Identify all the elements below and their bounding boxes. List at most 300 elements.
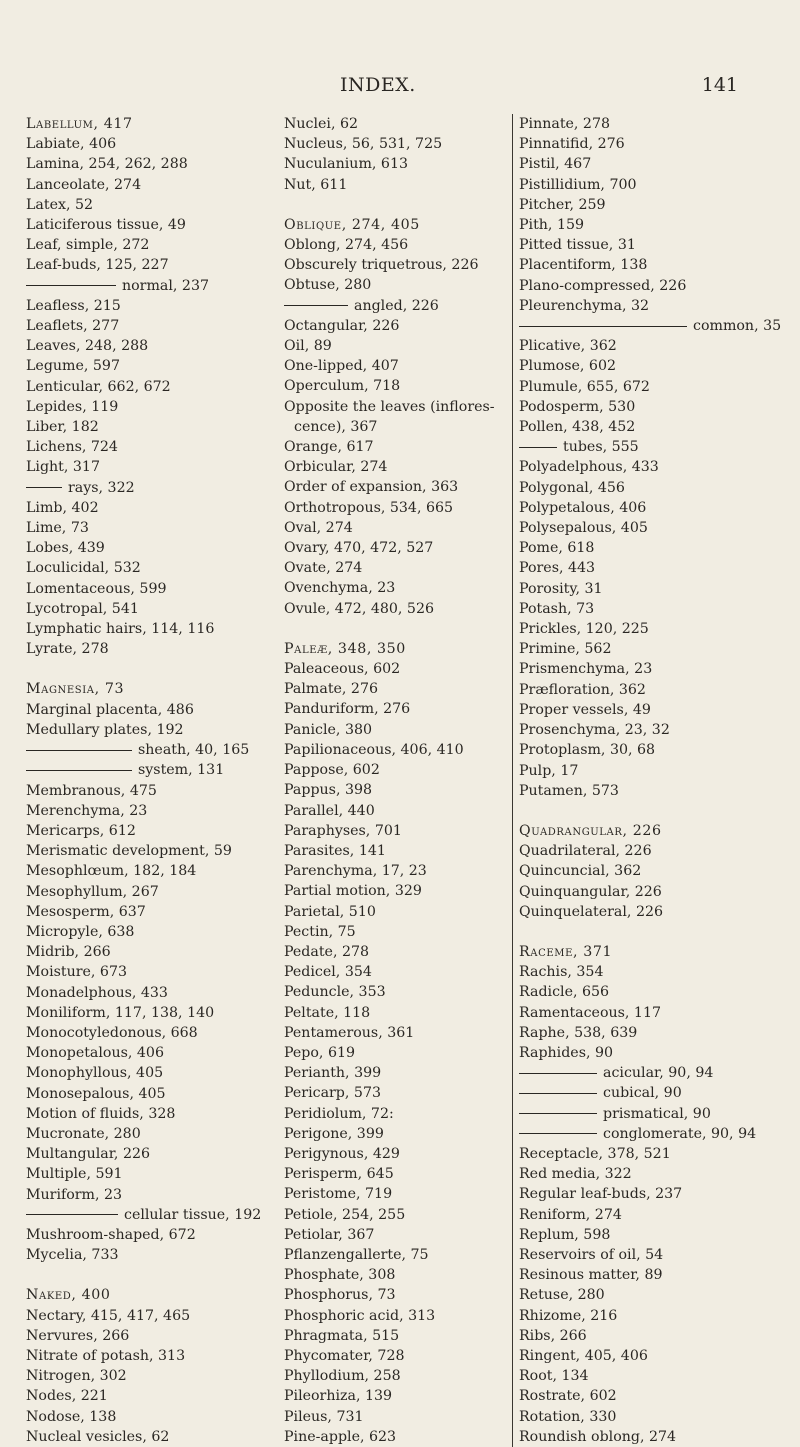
index-entry xyxy=(513,619,783,639)
index-entry xyxy=(278,942,504,962)
index-entry-text: Reservoirs of oil, 54 xyxy=(519,1246,664,1263)
index-entry xyxy=(26,1326,272,1346)
index-entry-text: Nut, 611 xyxy=(284,176,348,193)
index-entry xyxy=(26,1164,272,1184)
index-entry xyxy=(513,1386,783,1406)
index-entry xyxy=(513,902,783,922)
index-entry-text: Nuclei, 62 xyxy=(284,116,359,132)
ditto-dash xyxy=(284,305,348,306)
index-entry-text: Marginal placenta, 486 xyxy=(26,701,194,718)
index-entry xyxy=(278,154,504,174)
ditto-dash xyxy=(519,1133,597,1134)
index-entry-text: Rhizome, 216 xyxy=(519,1307,618,1324)
index-entry-text: Nucleus, 56, 531, 725 xyxy=(284,136,443,153)
index-entry xyxy=(278,1326,504,1346)
index-entry xyxy=(26,1023,272,1043)
ditto-dash xyxy=(519,447,557,448)
index-entry-text: Parallel, 440 xyxy=(284,802,375,819)
index-entry-text: Prosenchyma, 23, 32 xyxy=(519,722,670,739)
index-entry xyxy=(26,1003,272,1023)
index-entry xyxy=(278,1003,504,1023)
index-entry xyxy=(278,760,504,780)
index-entry xyxy=(278,558,504,578)
index-entry-text: Midrib, 266 xyxy=(26,944,111,961)
index-entry xyxy=(513,1184,783,1204)
index-entry-text: Lymphatic hairs, 114, 116 xyxy=(26,621,215,638)
ditto-dash xyxy=(26,285,116,286)
index-entry-text: Pistil, 467 xyxy=(519,156,592,173)
index-entry xyxy=(26,336,272,356)
index-entry-text: Monadelphous, 433 xyxy=(26,984,168,1001)
index-entry-text: Pome, 618 xyxy=(519,540,595,557)
index-entry-text: Papilionaceous, 406, 410 xyxy=(284,741,464,758)
index-entry-text: Medullary plates, 192 xyxy=(26,721,184,738)
page-number: 141 xyxy=(701,74,738,96)
index-entry xyxy=(513,134,783,154)
index-entry-text: Raphe, 538, 639 xyxy=(519,1024,638,1041)
index-entry xyxy=(513,1003,783,1023)
index-entry-text: Muriform, 23 xyxy=(26,1186,123,1203)
index-entry-text: Petiolar, 367 xyxy=(284,1226,375,1243)
index-entry xyxy=(513,316,783,336)
index-entry xyxy=(26,922,272,942)
index-entry-text: Leafless, 215 xyxy=(26,297,121,314)
index-entry xyxy=(513,1063,783,1083)
index-entry-text: Orbicular, 274 xyxy=(284,459,388,476)
index-entry-text: Phycomater, 728 xyxy=(284,1347,405,1364)
index-entry-text: cellular tissue, 192 xyxy=(124,1206,262,1223)
index-entry-text: sheath, 40, 165 xyxy=(138,742,250,759)
index-entry xyxy=(278,376,504,396)
index-entry-text: Pores, 443 xyxy=(519,560,596,577)
index-entry xyxy=(26,1043,272,1063)
index-entry-text: Mesophyllum, 267 xyxy=(26,883,159,900)
index-entry-text: Limb, 402 xyxy=(26,499,99,516)
index-entry-text: Ovate, 274 xyxy=(284,560,363,577)
index-entry-text: Mericarps, 612 xyxy=(26,822,136,839)
index-entry-text: Pistillidium, 700 xyxy=(519,176,637,193)
index-entry xyxy=(513,599,783,619)
index-entry xyxy=(26,902,272,922)
section-gap xyxy=(513,801,783,821)
index-entry-text: Mesophlœum, 182, 184 xyxy=(26,863,197,880)
index-entry xyxy=(278,417,504,437)
index-entry-text: Pileorhiza, 139 xyxy=(284,1388,393,1405)
index-entry-text: Pollen, 438, 452 xyxy=(519,419,636,436)
index-entry-text: rays, 322 xyxy=(68,479,135,496)
index-entry-text: Rostrate, 602 xyxy=(519,1388,617,1405)
index-entry xyxy=(26,478,272,498)
index-entry-text: Pflanzengallerte, 75 xyxy=(284,1246,429,1263)
index-entry-text: acicular, 90, 94 xyxy=(603,1065,714,1082)
index-entry xyxy=(26,1084,272,1104)
index-entry xyxy=(513,558,783,578)
index-entry-text: Latex, 52 xyxy=(26,196,94,213)
index-entry xyxy=(278,720,504,740)
index-entry-text: Receptacle, 378, 521 xyxy=(519,1145,671,1162)
index-entry xyxy=(26,983,272,1003)
index-entry xyxy=(513,215,783,235)
index-entry-text: Naked, 400 xyxy=(26,1287,111,1304)
index-entry-text: Nectary, 415, 417, 465 xyxy=(26,1307,191,1324)
index-entry xyxy=(513,235,783,255)
index-entry xyxy=(278,1366,504,1386)
index-entry xyxy=(278,316,504,336)
index-entry xyxy=(278,1407,504,1427)
index-entry xyxy=(26,114,272,134)
index-entry-text: Paleaceous, 602 xyxy=(284,661,401,678)
index-entry-text: Monopetalous, 406 xyxy=(26,1045,164,1062)
index-entry xyxy=(26,700,272,720)
index-entry xyxy=(513,942,783,962)
index-entry xyxy=(26,437,272,457)
index-entry xyxy=(26,942,272,962)
index-entry-text: angled, 226 xyxy=(354,297,439,314)
index-entry xyxy=(513,1346,783,1366)
index-entry xyxy=(513,154,783,174)
index-entry xyxy=(278,821,504,841)
index-entry-text: Light, 317 xyxy=(26,459,100,476)
index-entry-text: Plumule, 655, 672 xyxy=(519,378,650,395)
index-entry xyxy=(513,417,783,437)
index-entry xyxy=(513,1144,783,1164)
index-entry xyxy=(278,356,504,376)
index-entry-text: Perigone, 399 xyxy=(284,1125,384,1142)
index-entry xyxy=(278,518,504,538)
page-header xyxy=(0,74,800,100)
index-entry-text: Radicle, 656 xyxy=(519,984,610,1001)
index-entry-text: Potash, 73 xyxy=(519,600,595,617)
index-entry xyxy=(513,1366,783,1386)
index-entry-text: prismatical, 90 xyxy=(603,1105,711,1122)
index-entry-text: Pedicel, 354 xyxy=(284,964,372,981)
index-entry xyxy=(278,1346,504,1366)
index-entry xyxy=(26,518,272,538)
index-entry xyxy=(513,1205,783,1225)
index-entry-text: Obtuse, 280 xyxy=(284,277,372,294)
index-entry-text: Loculicidal, 532 xyxy=(26,560,141,577)
index-entry xyxy=(26,134,272,154)
index-entry-text: Lamina, 254, 262, 288 xyxy=(26,156,188,173)
index-entry-text: Plumose, 602 xyxy=(519,358,616,375)
index-entry-text: Lepides, 119 xyxy=(26,398,119,415)
index-entry xyxy=(26,861,272,881)
index-entry xyxy=(26,720,272,740)
index-entry xyxy=(278,1306,504,1326)
ditto-dash xyxy=(26,750,132,751)
index-entry-text: Nodes, 221 xyxy=(26,1388,108,1405)
index-entry-text: Mushroom-shaped, 672 xyxy=(26,1226,196,1243)
index-entry xyxy=(513,639,783,659)
index-entry-text: Peltate, 118 xyxy=(284,1004,371,1021)
index-entry-text: Raceme, 371 xyxy=(519,943,613,960)
index-entry xyxy=(278,437,504,457)
index-entry xyxy=(278,1164,504,1184)
index-entry xyxy=(513,1427,783,1447)
index-entry xyxy=(513,498,783,518)
index-entry xyxy=(278,275,504,295)
index-entry xyxy=(278,801,504,821)
index-entry xyxy=(278,1265,504,1285)
index-entry xyxy=(513,478,783,498)
index-entry-text: Podosperm, 530 xyxy=(519,398,636,415)
index-entry xyxy=(513,457,783,477)
ditto-dash xyxy=(519,1093,597,1094)
index-entry xyxy=(278,255,504,275)
index-entry-text: Mesosperm, 637 xyxy=(26,903,146,920)
index-entry-text: Oil, 89 xyxy=(284,338,332,355)
index-entry-text: Pleurenchyma, 32 xyxy=(519,297,650,314)
index-entry-text: Quincuncial, 362 xyxy=(519,863,642,880)
index-entry-text: Pinnatifid, 276 xyxy=(519,136,625,153)
index-entry-text: Phosphorus, 73 xyxy=(284,1287,396,1304)
index-entry xyxy=(26,1346,272,1366)
index-entry xyxy=(278,397,504,417)
index-entry xyxy=(278,498,504,518)
index-entry xyxy=(278,538,504,558)
index-entry xyxy=(513,276,783,296)
index-entry xyxy=(278,175,504,195)
index-entry xyxy=(278,861,504,881)
index-entry-text: Membranous, 475 xyxy=(26,782,157,799)
index-entry xyxy=(513,1104,783,1124)
index-entry-text: Lime, 73 xyxy=(26,520,89,537)
index-entry-text: Nucleal vesicles, 62 xyxy=(26,1428,170,1445)
index-entry-text: Pepo, 619 xyxy=(284,1044,356,1061)
index-entry xyxy=(26,781,272,801)
index-entry xyxy=(513,659,783,679)
index-entry xyxy=(513,518,783,538)
index-entry-text: Pericarp, 573 xyxy=(284,1085,381,1102)
index-entry-text: Ramentaceous, 117 xyxy=(519,1004,662,1021)
index-entry-text: Multangular, 226 xyxy=(26,1146,151,1163)
index-entry-text: Leaflets, 277 xyxy=(26,318,120,335)
ditto-dash xyxy=(519,1113,597,1114)
index-entry-text: Merismatic development, 59 xyxy=(26,843,232,860)
index-entry xyxy=(26,1366,272,1386)
index-entry xyxy=(278,881,504,901)
index-entry-text: Magnesia, 73 xyxy=(26,681,125,698)
index-entry xyxy=(513,680,783,700)
index-entry-text: Paleæ, 348, 350 xyxy=(284,640,406,657)
index-entry xyxy=(26,1185,272,1205)
index-entry xyxy=(513,1043,783,1063)
index-entry-text: Reniform, 274 xyxy=(519,1206,622,1223)
index-entry xyxy=(278,1083,504,1103)
index-entry-text: Operculum, 718 xyxy=(284,378,401,395)
index-entry xyxy=(26,154,272,174)
index-entry xyxy=(513,882,783,902)
index-entry-text: Parasites, 141 xyxy=(284,842,386,859)
index-entry-text: Rotation, 330 xyxy=(519,1408,617,1425)
index-entry xyxy=(513,1407,783,1427)
index-entry xyxy=(513,1225,783,1245)
index-entry xyxy=(513,761,783,781)
index-entry xyxy=(513,1306,783,1326)
index-entry-text: tubes, 555 xyxy=(563,439,639,456)
index-entry xyxy=(278,336,504,356)
ditto-dash xyxy=(26,487,62,488)
index-entry-text: Pulp, 17 xyxy=(519,762,579,779)
index-entry-text: Resinous matter, 89 xyxy=(519,1267,663,1284)
index-entry-text: Lycotropal, 541 xyxy=(26,600,139,617)
index-entry-text: Legume, 597 xyxy=(26,358,120,375)
index-entry-text: Panduriform, 276 xyxy=(284,701,411,718)
index-entry-text: Phragmata, 515 xyxy=(284,1327,400,1344)
index-entry-text: Orthotropous, 534, 665 xyxy=(284,499,454,516)
index-entry xyxy=(278,639,504,659)
index-entry xyxy=(26,619,272,639)
index-entry xyxy=(278,1023,504,1043)
index-entry-text: Lobes, 439 xyxy=(26,540,105,557)
index-entry xyxy=(513,255,783,275)
index-entry xyxy=(26,760,272,780)
index-entry xyxy=(513,1245,783,1265)
section-gap xyxy=(26,1265,272,1285)
index-column-2 xyxy=(278,114,504,1447)
index-entry-text: Ovule, 472, 480, 526 xyxy=(284,600,435,617)
index-entry-text: Roundish oblong, 274 xyxy=(519,1428,677,1445)
index-entry-text: Oblique, 274, 405 xyxy=(284,216,420,233)
index-entry xyxy=(26,356,272,376)
index-entry-text: Pitted tissue, 31 xyxy=(519,237,636,254)
index-entry xyxy=(26,1245,272,1265)
index-entry xyxy=(26,397,272,417)
index-entry-text: Phosphate, 308 xyxy=(284,1267,396,1284)
index-entry xyxy=(26,1063,272,1083)
index-entry xyxy=(26,1427,272,1447)
ditto-dash xyxy=(519,1073,597,1074)
index-entry-text: Liber, 182 xyxy=(26,419,99,436)
index-entry-text: Prismenchyma, 23 xyxy=(519,661,653,678)
index-entry xyxy=(26,1205,272,1225)
section-gap xyxy=(278,195,504,215)
index-entry-text: Laticiferous tissue, 49 xyxy=(26,217,186,234)
index-entry-text: One-lipped, 407 xyxy=(284,358,399,375)
index-entry-text: Mycelia, 733 xyxy=(26,1247,119,1264)
index-entry-text: Octangular, 226 xyxy=(284,317,400,334)
index-entry-text: Polypetalous, 406 xyxy=(519,499,647,516)
index-entry xyxy=(26,255,272,275)
index-entry xyxy=(278,780,504,800)
ditto-dash xyxy=(519,326,687,327)
index-entry xyxy=(26,195,272,215)
index-entry-text: Nodose, 138 xyxy=(26,1408,117,1425)
index-entry-text: Pitcher, 259 xyxy=(519,196,606,213)
index-entry-text: Putamen, 573 xyxy=(519,782,619,799)
index-column-3 xyxy=(512,114,783,1447)
index-entry xyxy=(278,1245,504,1265)
index-entry xyxy=(26,1386,272,1406)
index-entry-text: Peridiolum, 72: xyxy=(284,1105,394,1122)
index-entry-text: Perigynous, 429 xyxy=(284,1145,400,1162)
index-entry-text: Pedate, 278 xyxy=(284,943,370,960)
index-entry xyxy=(513,821,783,841)
index-entry xyxy=(26,1407,272,1427)
ditto-dash xyxy=(26,1214,118,1215)
index-entry xyxy=(513,195,783,215)
index-entry xyxy=(26,821,272,841)
index-entry xyxy=(278,1144,504,1164)
index-entry xyxy=(278,134,504,154)
index-entry xyxy=(26,841,272,861)
index-entry xyxy=(278,1427,504,1447)
index-entry xyxy=(278,1063,504,1083)
index-entry xyxy=(26,962,272,982)
index-entry xyxy=(278,659,504,679)
index-entry xyxy=(278,1043,504,1063)
index-entry xyxy=(513,579,783,599)
index-entry xyxy=(513,1083,783,1103)
index-entry-text: Moisture, 673 xyxy=(26,964,128,981)
index-entry xyxy=(513,1285,783,1305)
index-entry-text: Panicle, 380 xyxy=(284,721,373,738)
index-entry xyxy=(513,114,783,134)
index-entry xyxy=(26,558,272,578)
index-entry-text: Leaf-buds, 125, 227 xyxy=(26,257,169,274)
index-entry xyxy=(513,356,783,376)
index-entry xyxy=(278,740,504,760)
index-entry xyxy=(278,699,504,719)
index-entry xyxy=(278,477,504,497)
index-entry-text: Quadrangular, 226 xyxy=(519,822,662,839)
index-entry xyxy=(513,377,783,397)
index-entry-text: Order of expansion, 363 xyxy=(284,479,459,496)
index-entry-text: Ringent, 405, 406 xyxy=(519,1347,648,1364)
index-entry-text: common, 35 xyxy=(693,318,782,335)
index-entry-text: Phosphoric acid, 313 xyxy=(284,1307,436,1324)
index-entry-text: Lyrate, 278 xyxy=(26,641,109,658)
index-entry xyxy=(26,801,272,821)
index-entry-text: Parietal, 510 xyxy=(284,903,376,920)
index-entry xyxy=(26,740,272,760)
index-entry xyxy=(278,1184,504,1204)
index-entry-text: Ovary, 470, 472, 527 xyxy=(284,540,434,557)
index-entry-text: system, 131 xyxy=(138,762,225,779)
index-entry xyxy=(278,235,504,255)
index-entry xyxy=(513,1326,783,1346)
index-entry-text: Mucronate, 280 xyxy=(26,1125,141,1142)
index-entry-text: Labiate, 406 xyxy=(26,136,117,153)
index-entry xyxy=(513,296,783,316)
index-entry-text: Red media, 322 xyxy=(519,1166,632,1183)
index-entry xyxy=(278,1225,504,1245)
index-entry-text: Labellum, 417 xyxy=(26,116,133,132)
index-entry xyxy=(278,1285,504,1305)
index-entry xyxy=(513,861,783,881)
index-entry-text: Perisperm, 645 xyxy=(284,1166,394,1183)
index-entry-text: Prickles, 120, 225 xyxy=(519,621,649,638)
index-entry xyxy=(513,1124,783,1144)
index-entry xyxy=(26,599,272,619)
index-entry-text: Peristome, 719 xyxy=(284,1186,393,1203)
index-entry-text: Perianth, 399 xyxy=(284,1065,382,1082)
index-entry-text: Leaves, 248, 288 xyxy=(26,338,149,355)
index-entry-text: Pine-apple, 623 xyxy=(284,1428,397,1445)
index-entry-text: Palmate, 276 xyxy=(284,681,379,698)
index-entry-text: Nitrogen, 302 xyxy=(26,1368,127,1385)
index-entry-text: Pappus, 398 xyxy=(284,782,373,799)
index-entry xyxy=(278,114,504,134)
index-entry-text: Moniliform, 117, 138, 140 xyxy=(26,1004,215,1021)
index-entry-text: Raphides, 90 xyxy=(519,1044,614,1061)
index-entry xyxy=(26,235,272,255)
index-entry-text: Pappose, 602 xyxy=(284,762,380,779)
index-entry xyxy=(278,1386,504,1406)
index-entry-text: Micropyle, 638 xyxy=(26,923,135,940)
index-entry xyxy=(278,1124,504,1144)
index-entry xyxy=(26,215,272,235)
